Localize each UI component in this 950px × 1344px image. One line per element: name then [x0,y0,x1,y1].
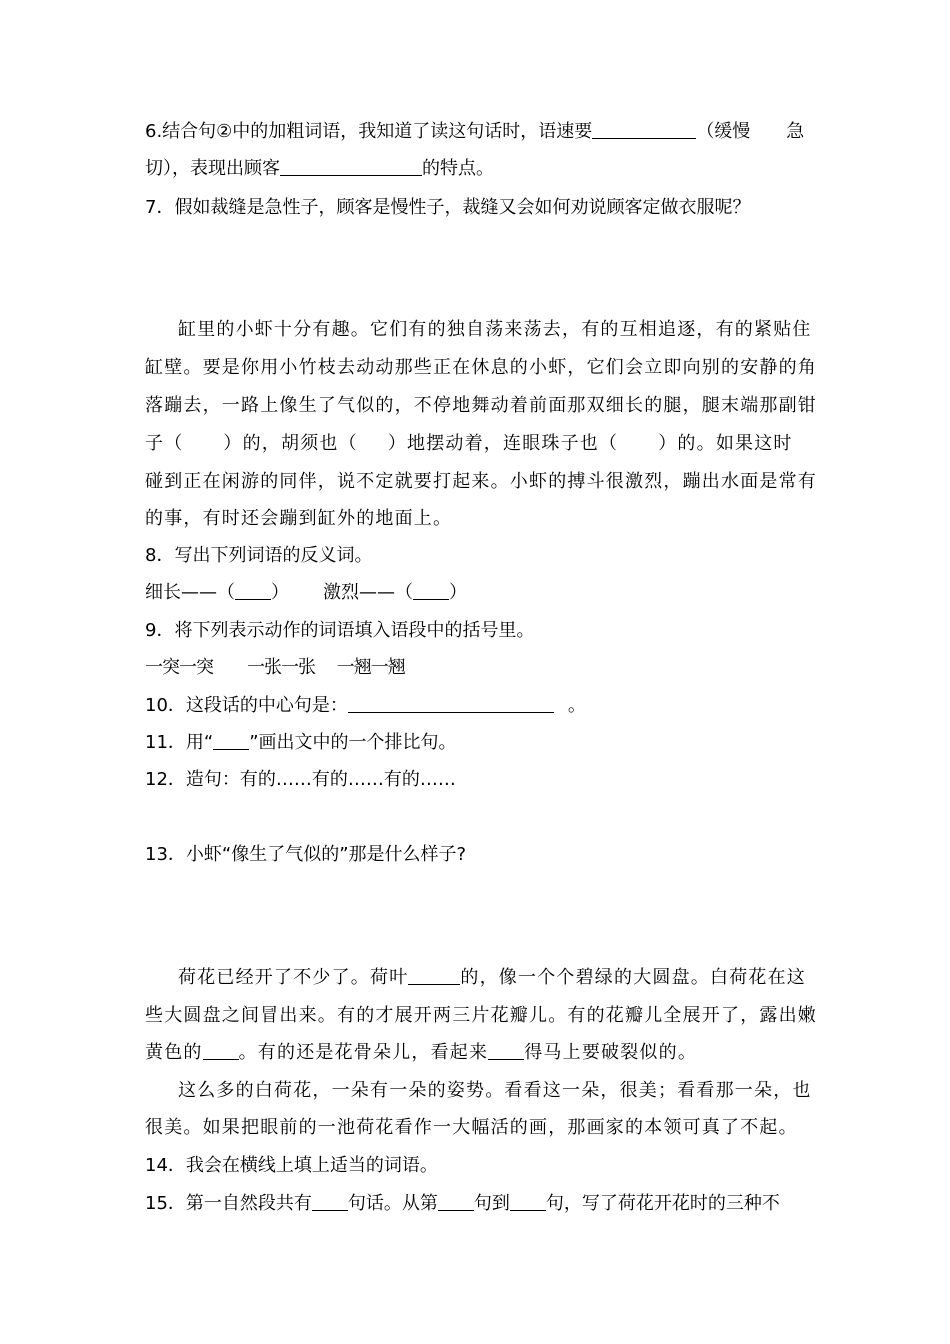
passage-1-line: 碰到正在闲游的同伴，说不定就要打起来。小虾的搏斗很激烈，蹦出水面是常有 [145,471,817,492]
passage-1-line: 的事，有时还会蹦到缸外的地面上。 [145,508,453,529]
question-9-words: 一突一突 一张一张 一翘一翘 [145,657,405,678]
question-7: 7．假如裁缝是急性子，顾客是慢性子，裁缝又会如何劝说顾客定做衣服呢？ [145,197,751,218]
question-14: 14．我会在横线上填上适当的词语。 [145,1155,438,1176]
answer-blank[interactable] [488,1041,524,1060]
question-13: 13．小虾“像生了气似的”那是什么样子? [145,844,467,865]
answer-blank[interactable] [203,1041,239,1060]
question-6-line-2: 切），表现出顾客 的特点。 [145,158,494,179]
question-6-options: （缓慢 急 [696,121,805,142]
passage-2-line: 些大圆盘之间冒出来。有的才展开两三片花瓣儿。有的花瓣儿全展开了，露出嫩 [145,1005,817,1026]
answer-blank[interactable] [510,1192,546,1211]
passage-2-line: 这么多的白荷花，一朵有一朵的姿势。看看这一朵，很美；看看那一朵，也 [178,1080,812,1101]
question-11: 11．用“ ”画出文中的一个排比句。 [145,732,457,753]
answer-blank[interactable] [413,581,449,600]
question-10: 10．这段话的中心句是： 。 [145,695,586,716]
answer-blank[interactable] [235,581,271,600]
answer-blank[interactable] [592,120,696,139]
passage-1-line: 子（ ）的，胡须也（ ）地摆动着，连眼珠子也（ ）的。如果这时 [145,433,793,454]
question-6-line-1 [145,120,804,144]
question-12: 12．造句：有的……有的……有的…… [145,769,456,790]
answer-blank[interactable] [438,1192,474,1211]
answer-blank[interactable] [280,157,422,176]
passage-1-line: 落蹦去，一路上像生了气似的，不停地舞动着前面那双细长的腿，腿末端那副钳 [145,395,817,416]
passage-1-line: 缸壁。要是你用小竹枝去动动那些正在休息的小虾，它们会立即向别的安静的角 [145,357,817,378]
question-9: 9．将下列表示动作的词语填入语段中的括号里。 [145,620,535,641]
answer-blank[interactable] [312,1192,348,1211]
answer-blank[interactable] [408,966,460,985]
question-15: 15．第一自然段共有 句话。从第 句到 句，写了荷花开花时的三种不 [145,1193,780,1214]
passage-1-line: 缸里的小虾十分有趣。它们有的独自荡来荡去，有的互相追逐，有的紧贴住 [178,319,812,340]
passage-2-line: 荷花已经开了不少了。荷叶 的，像一个个碧绿的大圆盘。白荷花在这 [178,967,807,988]
answer-blank[interactable] [348,694,554,713]
question-6-text: 6.结合句②中的加粗词语，我知道了读这句话时，语速要 [145,121,593,142]
underline-sample [213,731,249,750]
question-8-antonyms: 细长——（ ） 激烈——（ ） [145,582,467,603]
passage-2-line: 黄色的 。有的还是花骨朵儿，看起来 得马上要破裂似的。 [145,1042,698,1063]
passage-2-line: 很美。如果把眼前的一池荷花看作一大幅活的画，那画家的本领可真了不起。 [145,1117,798,1138]
question-8: 8．写出下列词语的反义词。 [145,545,373,566]
